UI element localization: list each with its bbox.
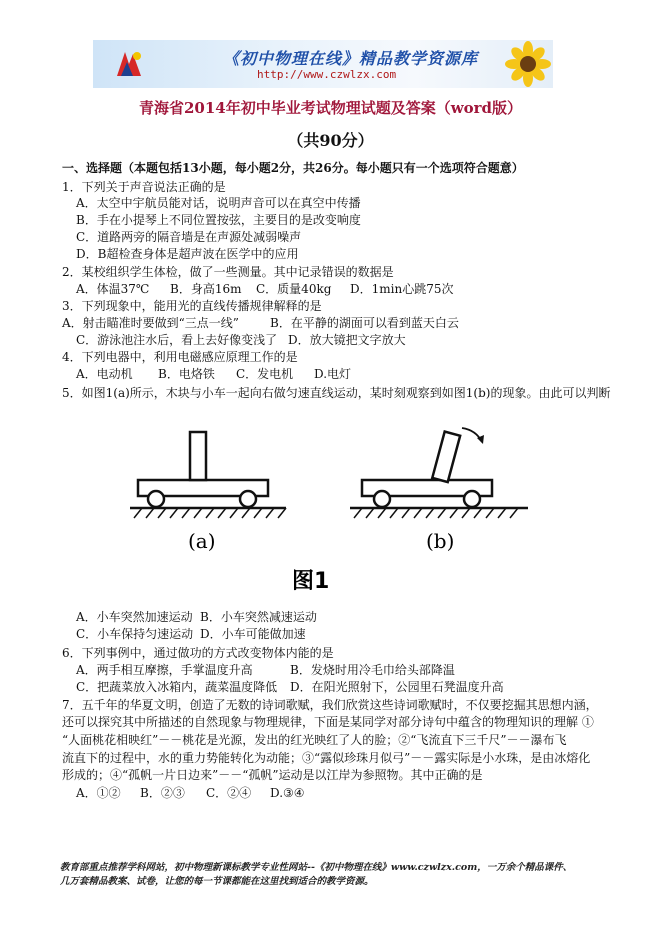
q7-option-b: B．②③ [140,786,185,800]
header-banner [93,40,553,88]
q6-option-a: A．两手相互摩擦，手掌温度升高 [76,663,253,677]
q3-option-b: B．在平静的湖面可以看到蓝天白云 [270,316,459,330]
q2-option-a: A．体温37℃ [76,282,150,296]
q6-stem: 6．下列事例中，通过做功的方式改变物体内能的是 [62,646,334,660]
q7-option-a: A．①② [76,786,121,800]
q3-option-c: C．游泳池注水后，看上去好像变浅了 [76,333,278,347]
q4-option-b: B．电烙铁 [158,367,215,381]
q7-option-c: C．②④ [206,786,252,800]
q5-option-d: D．小车可能做加速 [200,627,306,641]
site-logo-icon [111,46,147,82]
q2-option-c: C．质量40kg [256,282,332,296]
sunflower-icon [503,40,553,88]
q4-option-a: A．电动机 [76,367,133,381]
banner-url: http://www.czwlzx.com [257,68,397,81]
banner-title: 《初中物理在线》精品教学资源库 [223,49,479,68]
footer-line-1: 教育部重点推荐学科网站，初中物理新课标教学专业性网站--《初中物理在线》www.czwlzx.com，一万余个精品课件、 [60,862,573,873]
q5-option-b: B．小车突然减速运动 [200,610,317,624]
q1-option-b: B．手在小提琴上不同位置按弦，主要目的是改变响度 [76,213,361,227]
figure-caption: 图1 [292,569,330,594]
figure-label-a: (a) [188,529,216,553]
q6-option-b: B．发烧时用冷毛巾给头部降温 [290,663,455,677]
figure-1 [120,420,540,595]
q4-option-d: D.电灯 [314,367,352,381]
q3-option-d: D．放大镜把文字放大 [288,333,406,347]
q2-option-d: D．1min心跳75次 [350,282,454,296]
q7-line-3: “人面桃花相映红”－－桃花是光源，发出的红光映红了人的脸；②“飞流直下三千尺”－－瀑布飞 [62,733,567,747]
q6-option-c: C．把蔬菜放入冰箱内，蔬菜温度降低 [76,680,278,694]
q1-stem: 1．下列关于声音说法正确的是 [62,180,226,194]
q6-option-d: D．在阳光照射下，公园里石凳温度升高 [290,680,504,694]
q7-line-4: 流直下的过程中，水的重力势能转化为动能；③“露似珍珠月似弓”－－露实际是小水珠，是由冰熔化 [62,751,591,765]
cart-a-diagram [130,432,286,518]
q7-line-2: 还可以探究其中所描述的自然现象与物理规律，下面是某同学对部分诗句中蕴含的物理知识的理解 ① [62,715,594,729]
q3-stem: 3．下列现象中，能用光的直线传播规律解释的是 [62,299,322,313]
q3-option-a: A．射击瞄准时要做到“三点一线” [62,316,239,330]
q5-stem: 5．如图1(a)所示，木块与小车一起向右做匀速直线运动，某时刻观察到如图1(b)的现象。由此可以判断 [62,386,611,400]
q2-stem: 2．某校组织学生体检，做了一些测量。其中记录错误的数据是 [62,265,394,279]
section-heading: 一、选择题（本题包括13小题，每小题2分，共26分。每小题只有一个选项符合题意） [62,161,524,175]
q7-line-5: 形成的；④“孤帆一片日边来”－－“孤帆”运动是以江岸为参照物。其中正确的是 [62,768,483,782]
document-title: 青海省2014年初中毕业考试物理试题及答案（word版） [138,99,523,117]
q5-option-a: A．小车突然加速运动 [76,610,193,624]
q2-option-b: B．身高16m [170,282,242,296]
cart-b-diagram [350,428,528,518]
q1-option-a: A．太空中宇航员能对话，说明声音可以在真空中传播 [76,196,361,210]
q7-option-d: D.③④ [270,786,305,800]
figure-label-b: (b) [426,529,455,553]
q5-option-c: C．小车保持匀速运动 [76,627,194,641]
q4-stem: 4．下列电器中，利用电磁感应原理工作的是 [62,350,298,364]
total-score: （共90分） [287,131,374,150]
footer-line-2: 几万套精品教案、试卷，让您的每一节课都能在这里找到适合的教学资源。 [60,876,374,887]
q1-option-c: C．道路两旁的隔音墙是在声源处减弱噪声 [76,230,302,244]
q7-line-1: 7．五千年的华夏文明，创造了无数的诗词歌赋，我们欣赏这些诗词歌赋时，不仅要挖掘其思想内涵， [62,698,598,712]
q1-option-d: D．B超检查身体是超声波在医学中的应用 [76,247,299,261]
q4-option-c: C．发电机 [236,367,294,381]
